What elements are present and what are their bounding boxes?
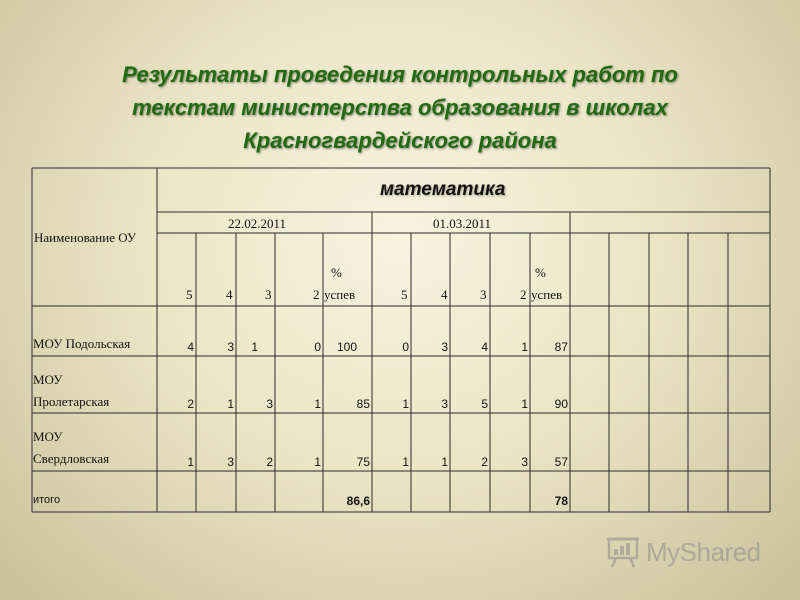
school-name: МОУ	[33, 372, 63, 387]
grade-3-header: 3	[265, 287, 272, 302]
title-line-1: Результаты проведения контрольных работ по	[122, 62, 678, 87]
school-name-cont: Пролетарская	[33, 394, 110, 409]
table-cell: 57	[554, 455, 568, 469]
table-cell: 1	[187, 455, 194, 469]
table-cell: 90	[554, 397, 568, 411]
grade-3-header-2: 3	[480, 287, 487, 302]
pct-header-label: успев	[324, 287, 356, 302]
grade-2-header: 2	[313, 287, 320, 302]
watermark-text: MyShared	[646, 536, 761, 567]
grade-5-header: 5	[186, 287, 193, 302]
myshared-logo	[606, 535, 761, 569]
total-date-2: 78	[554, 494, 568, 508]
table-cell: 1	[402, 397, 409, 411]
school-name: МОУ Подольская	[33, 336, 131, 351]
table-cell: 2	[266, 455, 273, 469]
table-cell: 1	[521, 340, 528, 354]
table-cell: 3	[227, 340, 234, 354]
date-2-header: 01.03.2011	[433, 216, 492, 231]
table-cell: 1	[314, 455, 321, 469]
name-column-header: Наименование ОУ	[34, 230, 137, 245]
table-cell: 5	[481, 397, 488, 411]
pct-header-label-2: успев	[531, 287, 563, 302]
table-cell: 4	[481, 340, 488, 354]
table-cell: 3	[266, 397, 273, 411]
table-cell: 4	[187, 340, 194, 354]
table-cell: 3	[441, 397, 448, 411]
table-cell: 1	[227, 397, 234, 411]
table-cell: 1	[521, 397, 528, 411]
subject-header: математика	[380, 179, 506, 200]
total-label: итого	[33, 494, 61, 506]
table-cell: 1	[441, 455, 448, 469]
pct-header-symbol-2: %	[535, 265, 546, 280]
table-cell: 87	[554, 340, 568, 354]
table-cell: 75	[356, 455, 370, 469]
title-line-3: Красногвардейского района	[243, 128, 557, 153]
table-cell: 1	[251, 340, 258, 354]
table-cell: 1	[402, 455, 409, 469]
table-cell: 3	[521, 455, 528, 469]
table-cell: 85	[356, 397, 370, 411]
table-cell: 3	[227, 455, 234, 469]
total-date-1: 86,6	[346, 494, 370, 508]
grade-4-header: 4	[226, 287, 233, 302]
table-cell: 2	[481, 455, 488, 469]
table-cell: 0	[314, 340, 321, 354]
school-name: МОУ	[33, 429, 63, 444]
date-1-header: 22.02.2011	[228, 216, 287, 231]
table-cell: 1	[314, 397, 321, 411]
school-name-cont: Свердловская	[33, 451, 110, 466]
grade-4-header-2: 4	[441, 287, 448, 302]
pct-header-symbol: %	[331, 265, 342, 280]
table-cell: 2	[187, 397, 194, 411]
table-cell: 3	[441, 340, 448, 354]
grade-2-header-2: 2	[520, 287, 527, 302]
table-cell: 0	[402, 340, 409, 354]
grade-5-header-2: 5	[401, 287, 408, 302]
presentation-board-icon	[606, 535, 640, 569]
title-line-2: текстам министерства образования в школах	[132, 95, 668, 120]
table-cell: 100	[336, 340, 357, 354]
